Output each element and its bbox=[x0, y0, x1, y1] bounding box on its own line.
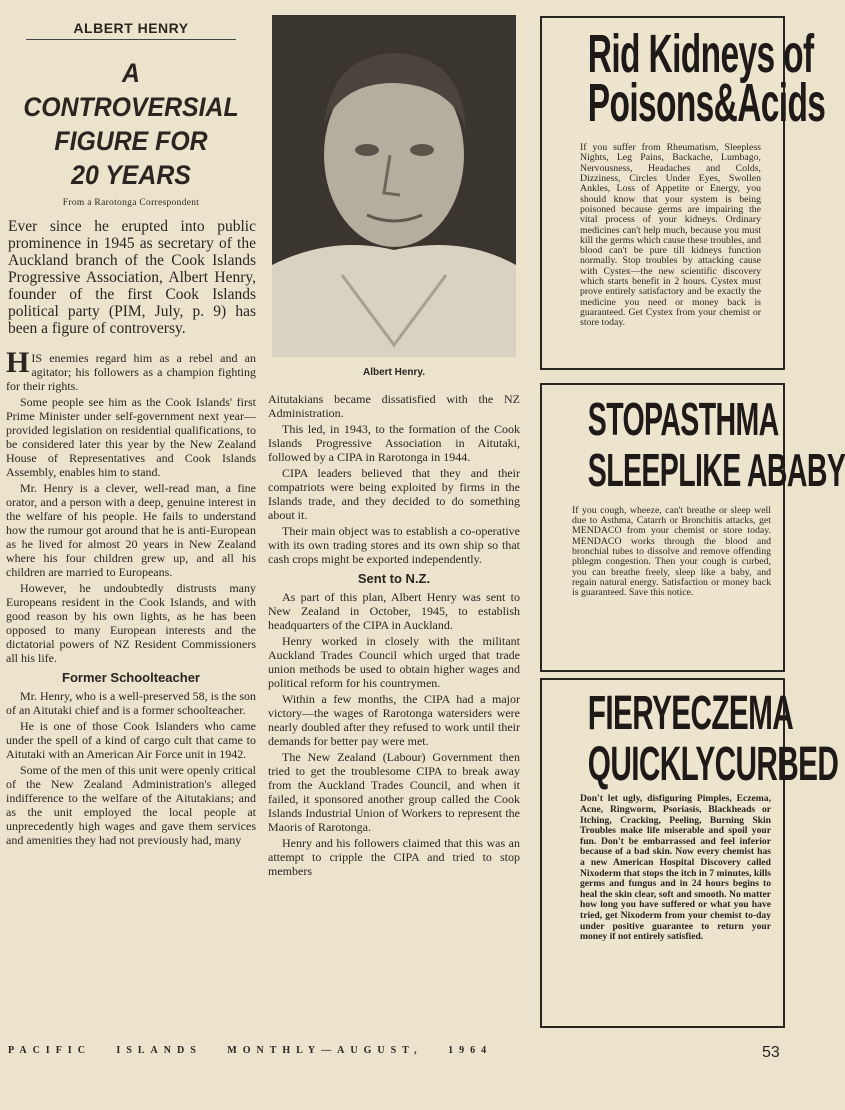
paragraph: Mr. Henry is a clever, well-read man, a fine orator, and a person with a deep, genuine interest in the welfare of his people. He fails to understand how the rumour got around that he is anti-European as he lived for almost 20 years in New Zealand where his four children grew up, and all his children are married to Europeans. bbox=[6, 481, 256, 579]
paragraph: Mr. Henry, who is a well-preserved 58, is the son of an Aitutaki chief and is a former schoolteacher. bbox=[6, 689, 256, 717]
paragraph: Within a few months, the CIPA had a major victory—the wages of Rarotonga watersiders were nearly doubled after they refused to work until their demands for better pay were met. bbox=[268, 692, 520, 748]
paragraph: CIPA leaders believed that they and their compatriots were being exploited by firms in the Islands trade, and they decided to do something about it. bbox=[268, 466, 520, 522]
article-body-1 bbox=[6, 346, 256, 847]
paragraph: This led, in 1943, to the formation of the Cook Islands Progressive Association in Aitutaki, followed by a CIPA in Rarotonga in 1944. bbox=[268, 422, 520, 464]
ad-title: FIERYECZEMA QUICKLYCURBED bbox=[587, 687, 839, 792]
paragraph: The New Zealand (Labour) Government then tried to get the troublesome CIPA to break away from the Auckland Trades Council, and when it failed, it sponsored another group called the Cook Islands Industrial Union of Workers to represent the Maoris of Rarotonga. bbox=[268, 750, 520, 834]
paragraph: He is one of those Cook Islanders who came under the spell of a kind of cargo cult that came to Aitutaki with an American Air Force unit in 1942. bbox=[6, 719, 256, 761]
headline-line: A CONTROVERSIAL bbox=[23, 58, 239, 122]
ad-body: If you suffer from Rheumatism, Sleepless Nights, Leg Pains, Backache, Lumbago, Nervousness, Headaches and Colds, Dizziness, Circles Under Eyes, Swollen Ankles, Loss of Appetite or Energy, you should know that your system is being poisoned because germs are impairing the vital process of your kidneys. Ordinary medicines can't help much, because you must kill the germs which cause these troubles, and blood can't be pure till kidneys function normally. Stop troubles by attacking cause with Cystex—the new scientific discovery which starts benefit in 2 hours. Cystex must prove entirely satisfactory and be exactly the medicine you need or money back is guaranteed. Get Cystex from your chemist or store today. bbox=[580, 142, 761, 329]
ad-title: STOPASTHMA SLEEPLIKE ABABY bbox=[587, 393, 845, 497]
paragraph: Some people see him as the Cook Islands' first Prime Minister under self-government next year—provided legislation on residential qualifications, to be considered later this year by the New Zealand House of Representatives and Cook Islands Assembly, enables him to stand. bbox=[6, 395, 256, 479]
ad-body: Don't let ugly, disfiguring Pimples, Eczema, Acne, Ringworm, Psoriasis, Blackheads or Itching, Cracking, Peeling, Burning Skin Troubles make life miserable and spoil your fun. Don't be embarrassed and feel inferior because of a bad skin. Now every chemist has a new American Hospital Discovery called Nixoderm that stops the itch in 7 minutes, kills germs and fungus and in 24 hours begins to heal the skin clear, soft and smooth. No matter how long you have suffered or what you have tried, get Nixoderm from your chemist to-day under positive guarantee to return your money if not entirely satisfied. bbox=[580, 793, 771, 943]
drop-cap: H bbox=[6, 346, 30, 379]
ad-rid-kidneys bbox=[540, 16, 826, 370]
masthead-footer: PACIFIC ISLANDS MONTHLY—AUGUST, 1964 bbox=[8, 1045, 493, 1056]
page-number: 53 bbox=[762, 1044, 780, 1061]
paragraph: Aitutakians became dissatisfied with the NZ Administration. bbox=[268, 392, 520, 420]
headline-line: FIGURE FOR bbox=[54, 126, 208, 156]
subhead-sent-to-nz: Sent to N.Z. bbox=[357, 571, 431, 586]
page-footer bbox=[8, 1045, 788, 1056]
paragraph: As part of this plan, Albert Henry was sent to New Zealand in October, 1945, to establish headquarters of the CIPA in Auckland. bbox=[268, 590, 520, 632]
article-byline: From a Rarotonga Correspondent bbox=[62, 198, 200, 208]
headline-line: 20 YEARS bbox=[71, 160, 191, 190]
subhead-former-schoolteacher: Former Schoolteacher bbox=[62, 670, 200, 685]
ad-body: If you cough, wheeze, can't breathe or sleep well due to Asthma, Catarrh or Bronchitis attacks, get MENDACO from your chemist or store today. MENDACO works through the blood and bronchial tubes to dissolve and remove offending phlegm congestion. Then your cough is curbed, you can breathe freely, sleep like a baby, and regain natural energy. Satisfaction or money back is guaranteed. Save this notice. bbox=[572, 504, 771, 599]
paragraph: Henry and his followers claimed that this was an attempt to cripple the CIPA and tried to stop members bbox=[268, 836, 520, 878]
paragraph: Henry worked in closely with the militant Auckland Trades Council which urged that trade union methods be used to obtain higher wages and political reform for his countrymen. bbox=[268, 634, 520, 690]
paragraph: However, he undoubtedly distrusts many Europeans resident in the Cook Islands, and with good reason by his own lights, as he has been opposed to many European interests and the dictatorial powers of NZ Resident Commissioners all his life. bbox=[6, 581, 256, 665]
article-column-2 bbox=[268, 392, 520, 880]
paragraph: HIS enemies regard him as a rebel and an agitator; his followers as a champion fighting for their rights. bbox=[6, 346, 256, 393]
portrait-photo bbox=[272, 15, 516, 357]
article-headline bbox=[16, 56, 246, 192]
ad-title: Rid Kidneys of Poisons&Acids bbox=[587, 24, 826, 133]
photo-caption: Albert Henry. bbox=[362, 367, 426, 378]
portrait-illustration bbox=[272, 15, 516, 357]
ad-fiery-eczema bbox=[540, 678, 839, 1028]
paragraph: Some of the men of this unit were openly critical of the New Zealand Administration's alleged indifference to the welfare of the Aitutakians; and as the unit employed the local people at unprecedently high wages and gave them services and amenities they had not previously had, many bbox=[6, 763, 256, 847]
article-lede: Ever since he erupted into public prominence in 1945 as secretary of the Auckland branch of the Cook Islands Progressive Association, Albert Henry, founder of the first Cook Islands political party (PIM, July, p. 9) has been a figure of controversy. bbox=[8, 218, 256, 337]
article-column-1 bbox=[6, 14, 256, 849]
paragraph: Their main object was to establish a co-operative with its own trading stores and its own ship so that cash crops might be exported independently. bbox=[268, 524, 520, 566]
ad-stop-asthma bbox=[540, 383, 845, 672]
article-kicker: ALBERT HENRY bbox=[26, 14, 236, 40]
